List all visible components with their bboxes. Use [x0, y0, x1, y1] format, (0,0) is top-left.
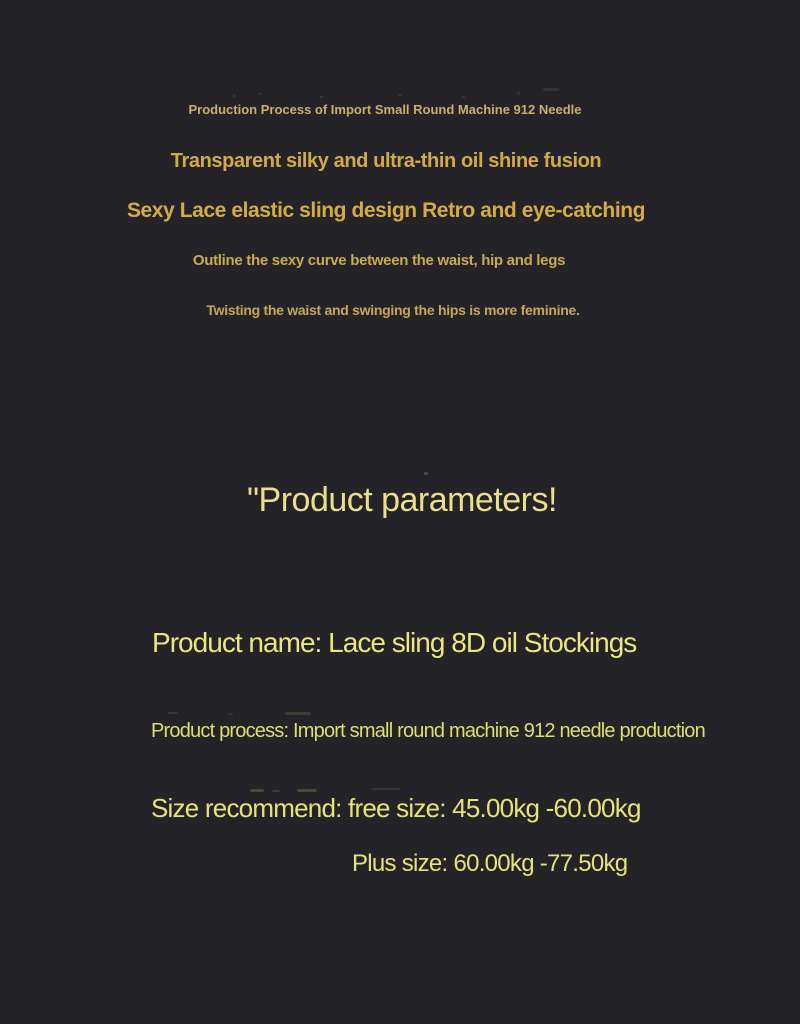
smudge-artifact — [424, 472, 428, 475]
smudge-artifact — [372, 788, 400, 790]
smudge-artifact — [228, 713, 233, 715]
product-name-line: Product name: Lace sling 8D oil Stockings — [152, 627, 637, 658]
product-process-line: Product process: Import small round machine 912 needle production — [151, 720, 705, 742]
smudge-artifact — [320, 96, 323, 98]
smudge-artifact — [272, 790, 280, 792]
feature-line-twisting-waist: Twisting the waist and swinging the hips is more feminine. — [206, 302, 580, 318]
smudge-artifact — [285, 712, 311, 715]
section-title-product-parameters: "Product parameters! — [247, 481, 557, 519]
production-process-note: Production Process of Import Small Round Machine 912 Needle — [188, 102, 582, 117]
smudge-artifact — [259, 93, 262, 95]
smudge-artifact — [168, 712, 178, 714]
smudge-artifact — [250, 789, 264, 792]
smudge-artifact — [398, 94, 402, 96]
plus-size-line: Plus size: 60.00kg -77.50kg — [352, 850, 628, 877]
smudge-artifact — [462, 96, 465, 98]
smudge-artifact — [517, 92, 520, 94]
size-recommend-line: Size recommend: free size: 45.00kg -60.00kg — [151, 793, 641, 823]
feature-line-outline-curve: Outline the sexy curve between the waist, hip and legs — [192, 252, 566, 269]
smudge-artifact — [233, 95, 236, 97]
smudge-artifact — [543, 88, 559, 91]
feature-line-transparent-silky: Transparent silky and ultra-thin oil shine fusion — [170, 150, 602, 172]
smudge-artifact — [297, 789, 317, 792]
feature-line-sexy-lace: Sexy Lace elastic sling design Retro and eye-catching — [126, 199, 646, 222]
